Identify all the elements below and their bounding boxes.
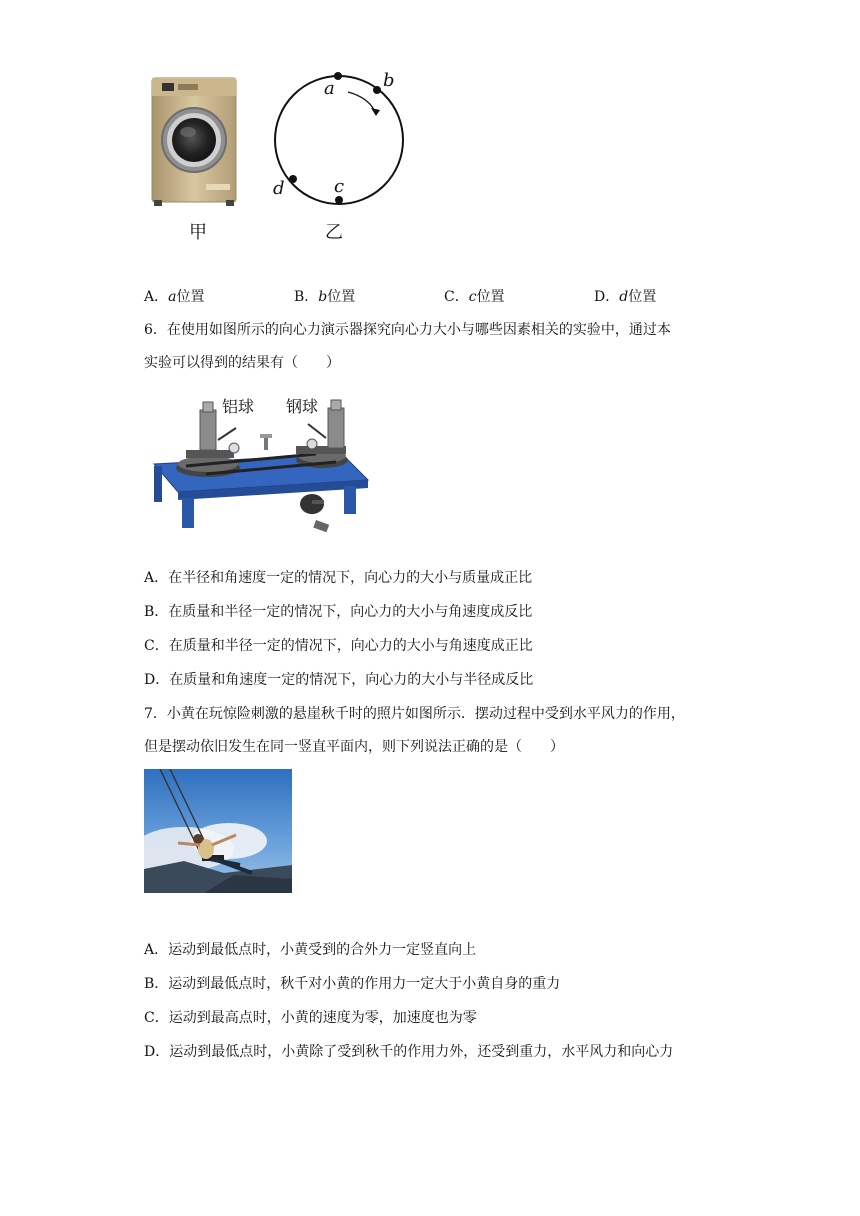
centripetal-apparatus-figure — [146, 392, 372, 542]
point-a-dot — [334, 72, 342, 80]
point-label-a: a — [324, 78, 335, 99]
q5-option-d: D．d位置 — [594, 289, 657, 305]
q6-stem-line2: 实验可以得到的结果有（ ） — [144, 355, 340, 371]
circle-diagram — [270, 70, 410, 210]
figure-label-yi: 乙 — [325, 222, 343, 243]
point-c-dot — [335, 196, 343, 204]
q7-option-b: B．运动到最低点时，秋千对小黄的作用力一定大于小黄自身的重力 — [144, 976, 561, 992]
washing-machine-icon — [148, 76, 240, 208]
q6-option-c: C．在质量和半径一定的情况下，向心力的大小与角速度成正比 — [144, 638, 533, 654]
cliff-swing-photo — [144, 769, 292, 893]
q5-option-b: B．b位置 — [294, 289, 356, 305]
centripetal-apparatus-icon — [146, 392, 372, 542]
q6-option-a: A．在半径和角速度一定的情况下，向心力的大小与质量成正比 — [144, 570, 533, 586]
q7-stem-line2: 但是摆动依旧发生在同一竖直平面内，则下列说法正确的是（ ） — [144, 739, 564, 755]
label-steel-ball: 钢球 — [286, 397, 319, 416]
label-aluminum-ball: 铝球 — [222, 397, 255, 416]
q7-option-c: C．运动到最高点时，小黄的速度为零，加速度也为零 — [144, 1010, 477, 1026]
figure-label-jia: 甲 — [189, 222, 207, 243]
q7-option-a: A．运动到最低点时，小黄受到的合外力一定竖直向上 — [144, 942, 477, 958]
point-label-d: d — [273, 178, 285, 199]
swing-photo-icon — [144, 769, 292, 893]
point-d-dot — [289, 175, 297, 183]
washing-machine-figure — [148, 76, 240, 208]
q7-option-d: D．运动到最低点时，小黄除了受到秋千的作用力外，还受到重力，水平风力和向心力 — [144, 1044, 674, 1060]
q6-option-d: D．在质量和角速度一定的情况下，向心力的大小与半径成反比 — [144, 672, 534, 688]
q6-option-b: B．在质量和半径一定的情况下，向心力的大小与角速度成反比 — [144, 604, 533, 620]
point-label-c: c — [334, 176, 345, 197]
q7-stem-line1: 7．小黄在玩惊险刺激的悬崖秋千时的照片如图所示．摆动过程中受到水平风力的作用， — [144, 706, 685, 722]
q5-option-c: C．c位置 — [444, 289, 505, 305]
q5-option-a: A．a位置 — [144, 289, 205, 305]
point-label-b: b — [383, 70, 395, 91]
q6-stem-line1: 6．在使用如图所示的向心力演示器探究向心力大小与哪些因素相关的实验中，通过本 — [144, 322, 671, 338]
point-b-dot — [373, 86, 381, 94]
